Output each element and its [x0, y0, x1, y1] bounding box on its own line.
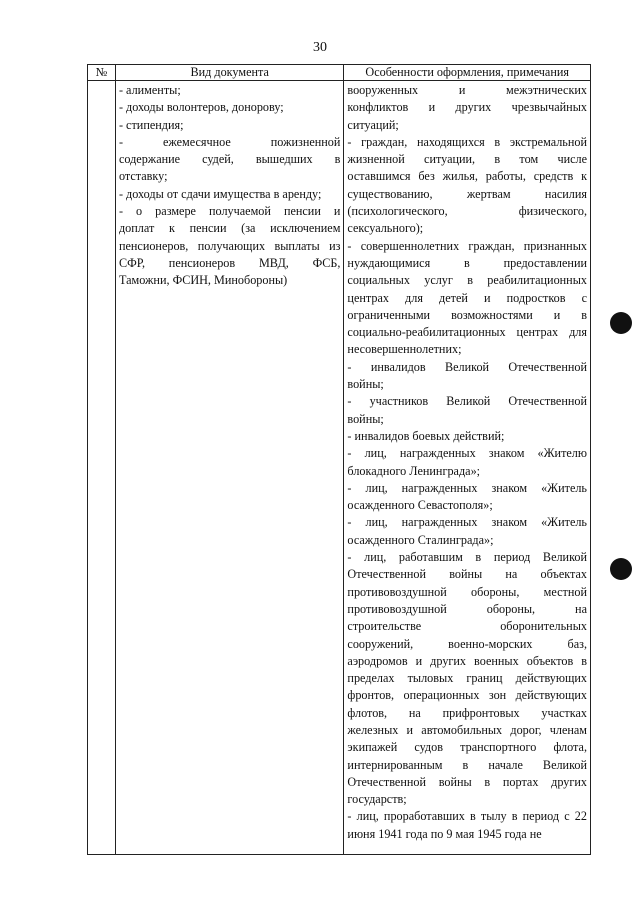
text-line: пределах тыловых границ действующих — [347, 671, 587, 686]
text-line: аэродромов и других военных объектов в — [347, 653, 587, 668]
cell-notes — [344, 81, 591, 855]
cell-number — [88, 81, 116, 855]
text-line: центрах для детей и подростков с — [347, 290, 587, 305]
text-line: блокадного Ленинграда»; — [347, 463, 481, 478]
text-line: нуждающимися в предоставлении — [347, 255, 587, 270]
text-line: вооруженных и межэтнических — [347, 83, 587, 97]
text-line: - стипендия; — [118, 117, 184, 132]
text-line: государств; — [347, 792, 407, 807]
text-line: сооружений, военно-морских баз, — [347, 636, 587, 651]
text-line: - алименты; — [118, 83, 181, 97]
text-line: сексуального); — [347, 221, 424, 236]
text-line: - инвалидов Великой Отечественной — [347, 359, 587, 374]
text-line: - участников Великой Отечественной — [347, 394, 587, 409]
text-line: - инвалидов боевых действий; — [347, 428, 505, 443]
text-line: противовоздушной обороны, на — [347, 601, 587, 616]
text-line: Отечественной войны в портах других — [347, 774, 587, 789]
text-line: войны; — [347, 377, 384, 392]
text-line: пенсионеров, получающих выплаты из — [118, 238, 341, 253]
text-line: июня 1941 года по 9 мая 1945 года не — [347, 826, 542, 841]
text-line: жизненной ситуации, в том числе — [347, 152, 587, 167]
text-line: СФР, пенсионеров МВД, ФСБ, — [118, 255, 341, 270]
header-document-type: Вид документа — [115, 65, 343, 81]
text-line: несовершеннолетних; — [347, 342, 462, 357]
text-line: экипажей судов транспортного флота, — [347, 740, 587, 755]
punch-hole — [610, 558, 632, 580]
text-line: флотов, на прифронтовых участках — [347, 705, 587, 720]
text-line: - доходы волонтеров, донорову; — [118, 100, 284, 115]
text-line: социальных услуг в реабилитационных — [347, 273, 587, 288]
text-line: фронтов, операционных зон действующих — [347, 688, 587, 703]
table-header-row — [88, 65, 591, 81]
table-row — [88, 81, 591, 855]
document-table — [87, 64, 591, 855]
text-line: ситуаций; — [347, 117, 399, 132]
text-line: войны; — [347, 411, 384, 426]
text-line: - совершеннолетних граждан, признанных — [347, 238, 587, 253]
text-line: (психологического, физического, — [347, 204, 587, 219]
text-line: ограниченными возможностями и в — [347, 307, 587, 322]
text-line: доплат к пенсии (за исключением — [118, 221, 341, 236]
text-line: - лиц, работавшим в период Великой — [347, 550, 587, 565]
text-line: содержание судей, вышедших в — [118, 152, 341, 167]
text-line: интернированным в начале Великой — [347, 757, 587, 772]
text-line: существованию, жертвам насилия — [347, 186, 587, 201]
text-line: оставшимся без жилья, работы, средств к — [347, 169, 587, 184]
text-line: Отечественной войны на объектах — [347, 567, 587, 582]
text-line: конфликтов и других чрезвычайных — [347, 100, 587, 115]
header-number: № — [88, 65, 116, 81]
text-line: строительстве оборонительных — [347, 619, 587, 634]
text-line: - лиц, награжденных знаком «Житель — [347, 480, 587, 495]
text-line: социально-реабилитационных центрах для — [347, 325, 587, 340]
text-line: противовоздушной обороны, местной — [347, 584, 587, 599]
text-line: - лиц, награжденных знаком «Жителю — [347, 446, 587, 461]
text-line: осажденного Сталинграда»; — [347, 532, 494, 547]
text-line: Таможни, ФСИН, Минобороны) — [118, 273, 288, 288]
text-line: - граждан, находящихся в экстремальной — [347, 134, 587, 149]
text-line: осажденного Севастополя»; — [347, 498, 493, 513]
header-notes: Особенности оформления, примечания — [344, 65, 591, 81]
text-line: - о размере получаемой пенсии и — [118, 204, 341, 219]
text-line: - доходы от сдачи имущества в аренду; — [118, 186, 322, 201]
text-line: железных и автомобильных дорог, членам — [347, 722, 587, 737]
text-line: - лиц, проработавших в тылу в период с 22 — [347, 809, 587, 824]
punch-hole — [610, 312, 632, 334]
text-line: отставку; — [118, 169, 168, 184]
cell-document-type — [115, 81, 343, 855]
page-number: 30 — [313, 40, 327, 55]
text-line: - ежемесячное пожизненной — [118, 134, 341, 149]
text-line: - лиц, награжденных знаком «Житель — [347, 515, 587, 530]
